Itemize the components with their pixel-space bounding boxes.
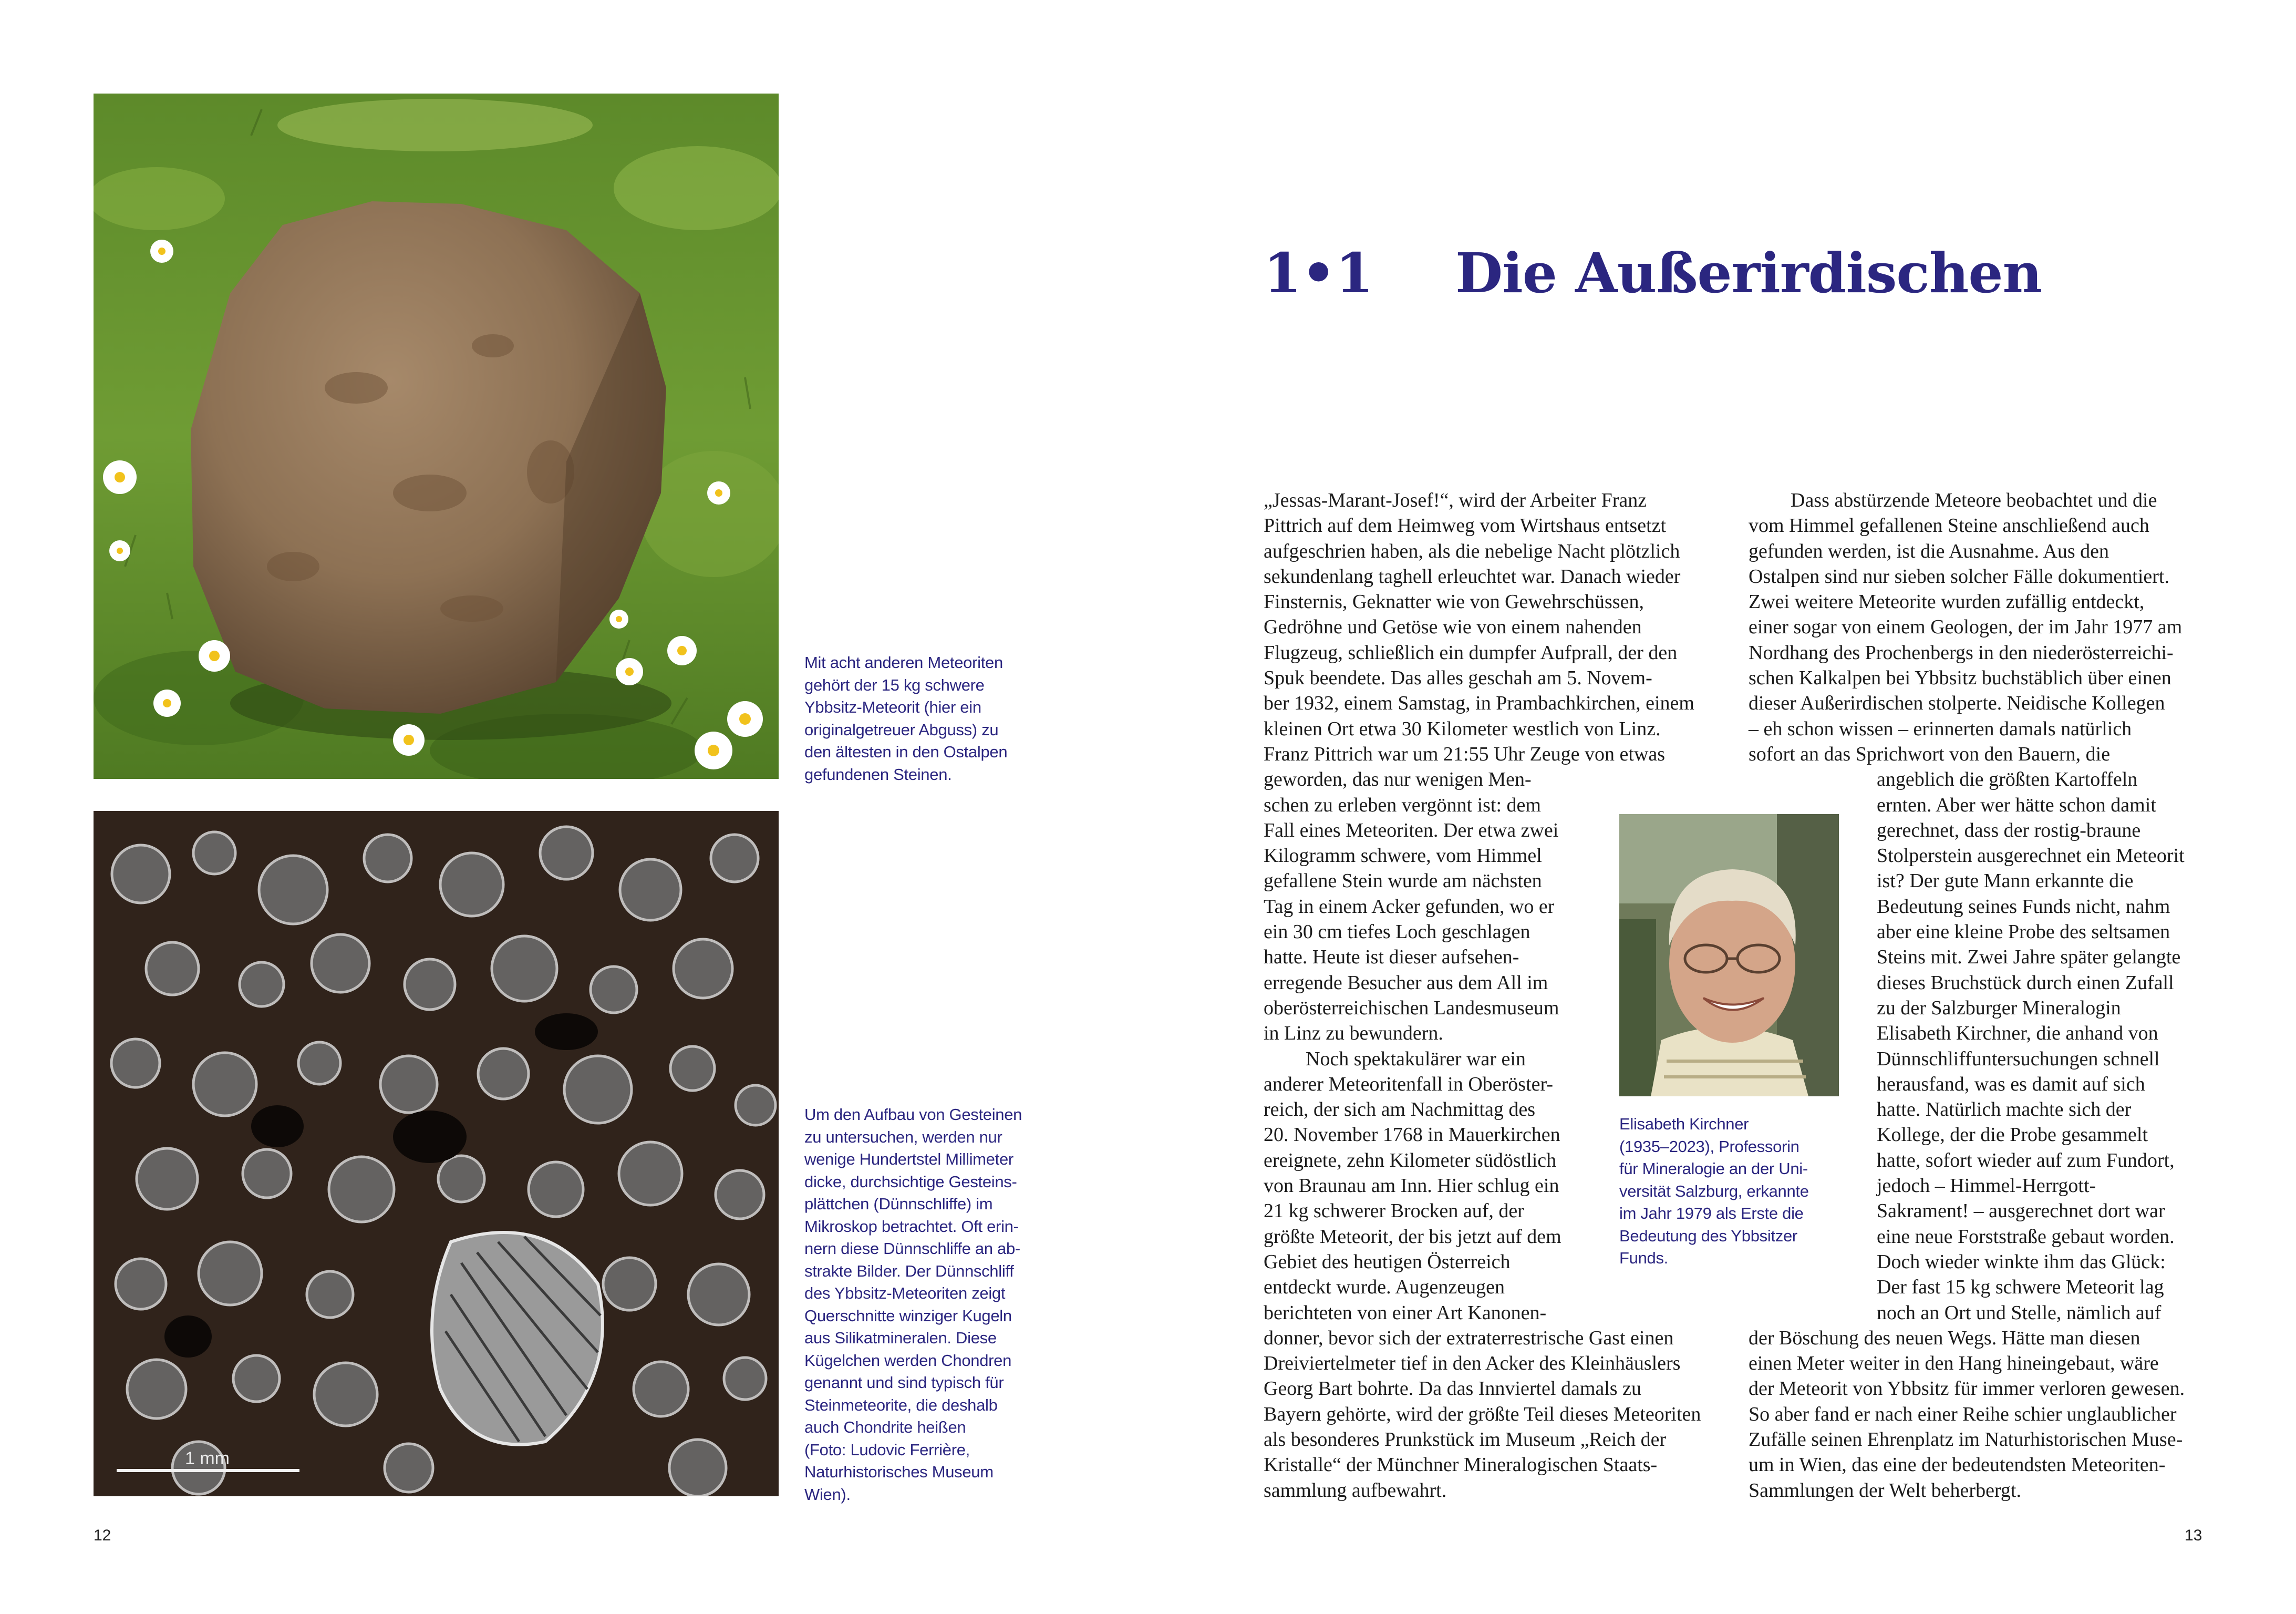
caption-line: genannt und sind typisch für [804,1373,1004,1392]
text-line: schen Kalkalpen bei Ybbsitz buchstäblich über einen [1749,667,2171,690]
text-line: berichteten von einer Art Kanonen- [1264,1301,1547,1324]
text-line: Georg Bart bohrte. Da das Innviertel damals zu [1264,1377,1641,1400]
text-line: eine neue Forststraße gebaut worden. [1877,1225,2175,1248]
text-line: hatte. Heute ist dieser aufsehen- [1264,946,1519,969]
text-line: zu der Salzburger Mineralogin [1877,996,2121,1019]
meteorite-caption [804,652,1025,786]
text-line: ber 1932, einem Samstag, in Prambachkirchen, einem [1264,692,1694,715]
caption-line: Naturhistorisches Museum [804,1463,994,1481]
text-line: Der fast 15 kg schwere Meteorit lag [1877,1276,2164,1299]
caption-line: Mikroskop betrachtet. Oft erin- [804,1217,1019,1236]
text-line: vom Himmel gefallenen Steine anschließend auch [1749,515,2149,537]
text-line: hatte. Natürlich machte sich der [1877,1098,2132,1121]
text-line: Gedröhne und Getöse wie von einem nahenden [1264,616,1642,639]
text-line: Franz Pittrich war um 21:55 Uhr Zeuge von etwas [1264,743,1666,765]
text-line: 20. November 1768 in Mauerkirchen [1264,1124,1560,1146]
text-line: 21 kg schwerer Brocken auf, der [1264,1200,1524,1222]
text-line: Dreiviertelmeter tief in den Acker des Kleinhäuslers [1264,1352,1681,1375]
caption-line: Kügelchen werden Chondren [804,1351,1012,1370]
text-line: Zufälle seinen Ehrenplatz im Naturhistorischen Muse- [1749,1428,2183,1451]
text-line: jedoch – Himmel-Herrgott- [1877,1175,2096,1197]
caption-line: wenige Hundertstel Millimeter [804,1150,1013,1168]
text-line: entdeckt wurde. Augenzeugen [1264,1276,1505,1299]
page-number-right: 13 [2185,1527,2202,1544]
text-line: Ostalpen sind nur sieben solcher Fälle dokumentiert. [1749,565,2169,588]
text-line: gerechnet, dass der rostig-braune [1877,819,2141,841]
text-line: sekundenlang taghell erleuchtet war. Danach wieder [1264,565,1681,588]
text-line: ist? Der gute Mann erkannte die [1877,870,2134,892]
text-line: einen Meter weiter in den Hang hineingebaut, wäre [1749,1352,2159,1375]
caption-line: Bedeutung des Ybbsitzer [1619,1226,1797,1245]
caption-line: Um den Aufbau von Gesteinen [804,1105,1022,1124]
text-line: gefunden werden, ist die Ausnahme. Aus den [1749,540,2109,562]
text-line: Tag in einem Acker gefunden, wo er [1264,895,1555,918]
text-line: als besonderes Prunkstück im Museum „Reich der [1264,1428,1667,1451]
caption-line: (1935–2023), Professorin [1619,1137,1799,1156]
caption-line: des Ybbsitz-Meteoriten zeigt [804,1284,1006,1302]
text-line: Kilogramm schwere, vom Himmel [1264,845,1542,867]
meteorite-photo [94,94,779,779]
caption-line: dicke, durchsichtige Gesteins- [804,1172,1017,1191]
caption-line: Steinmeteorite, die deshalb [804,1395,998,1414]
thin-section-caption [804,1104,1046,1506]
text-line: Kollege, der die Probe gesammelt [1877,1124,2148,1146]
text-line: sammlung aufbewahrt. [1264,1479,1447,1502]
caption-line: originalgetreuer Abguss) zu [804,720,999,739]
page-number-left: 12 [94,1527,111,1544]
caption-line: Ybbsitz-Meteorit (hier ein [804,698,981,716]
text-line: ereignete, zehn Kilometer südöstlich [1264,1149,1557,1171]
caption-line: versität Salzburg, erkannte [1619,1181,1809,1200]
text-line: reich, der sich am Nachmittag des [1264,1098,1536,1121]
text-line: von Braunau am Inn. Hier schlug ein [1264,1175,1559,1197]
caption-line: Wien). [804,1485,851,1504]
caption-line: Mit acht anderen Meteoriten [804,653,1003,672]
caption-line: Elisabeth Kirchner [1619,1115,1749,1133]
text-line: oberösterreichischen Landesmuseum [1264,996,1559,1019]
text-line: Steins mit. Zwei Jahre später gelangte [1877,946,2181,969]
caption-line: gehört der 15 kg schwere [804,675,985,694]
text-line: Doch wieder winkte ihm das Glück: [1877,1250,2166,1273]
text-line: So aber fand er nach einer Reihe schier unglaublicher [1749,1403,2177,1425]
text-line: einer sogar von einem Geologen, der im Jahr 1977 am [1749,616,2183,639]
caption-line: strakte Bilder. Der Dünnschliff [804,1261,1014,1280]
text-line: Bedeutung seines Funds nicht, nahm [1877,895,2170,918]
text-line: noch an Ort und Stelle, nämlich auf [1877,1301,2161,1324]
caption-line: den ältesten in den Ostalpen [804,743,1008,761]
thin-section-photo [94,811,779,1496]
text-line: Stolperstein ausgerechnet ein Meteorit [1877,845,2185,867]
caption-line: im Jahr 1979 als Erste die [1619,1204,1804,1222]
text-line: Fall eines Meteoriten. Der etwa zwei [1264,819,1559,841]
caption-line: gefundenen Steinen. [804,765,952,784]
scale-label: 1 mm [185,1448,230,1468]
text-line: in Linz zu bewundern. [1264,1022,1443,1045]
text-line: hatte, sofort wieder auf zum Fundort, [1877,1149,2175,1171]
text-line: Gebiet des heutigen Österreich [1264,1250,1511,1273]
text-line: Zwei weitere Meteorite wurden zufällig entdeckt, [1749,591,2145,613]
text-line: donner, bevor sich der extraterrestrische Gast einen [1264,1327,1674,1349]
caption-line: für Mineralogie an der Uni- [1619,1159,1808,1178]
text-line: Noch spektakulärer war ein [1306,1047,1526,1070]
text-line: „Jessas-Marant-Josef!“, wird der Arbeiter Franz [1264,489,1647,511]
caption-line: auch Chondrite heißen [804,1418,966,1436]
caption-line: zu untersuchen, werden nur [804,1127,1002,1146]
text-line: Finsternis, Geknatter wie von Gewehrschüssen, [1264,591,1644,613]
text-line: dieser Außerirdischen stolperte. Neidische Kollegen [1749,692,2165,715]
text-line: ein 30 cm tiefes Loch geschlagen [1264,921,1530,943]
text-line: Elisabeth Kirchner, die anhand von [1877,1022,2158,1045]
text-line: ernten. Aber wer hätte schon damit [1877,794,2156,816]
text-line: kleinen Ort etwa 30 Kilometer westlich von Linz. [1264,717,1661,740]
chapter-title: Die Außerirdischen [1455,241,2042,305]
text-line: Sakrament! – ausgerechnet dort war [1877,1200,2165,1222]
text-line: Dass abstürzende Meteore beobachtet und die [1791,489,2157,511]
text-line: gefallene Stein wurde am nächsten [1264,870,1542,892]
text-line: größte Meteorit, der bis jetzt auf dem [1264,1225,1561,1248]
text-line: herausfand, was es damit auf sich [1877,1073,2145,1095]
text-line: erregende Besucher aus dem All im [1264,971,1548,994]
text-line: Sammlungen der Welt beherbergt. [1749,1479,2021,1502]
chapter-number: 1•1 [1264,241,1373,305]
text-line: Spuk beendete. Das alles geschah am 5. Novem- [1264,667,1652,690]
caption-line: aus Silikatmineralen. Diese [804,1329,997,1347]
caption-line: Querschnitte winziger Kugeln [804,1306,1012,1325]
text-line: Dünnschliffuntersuchungen schnell [1877,1047,2160,1070]
text-line: Flugzeug, schließlich ein dumpfer Aufprall, der den [1264,641,1678,664]
text-line: Nordhang des Prochenbergs in den niederösterreichi- [1749,641,2174,664]
text-line: sofort an das Sprichwort von den Bauern, die [1749,743,2111,765]
text-line: aber eine kleine Probe des seltsamen [1877,921,2170,943]
scale-bar [117,1469,299,1472]
text-line: der Böschung des neuen Wegs. Hätte man diesen [1749,1327,2140,1349]
text-line: aufgeschrien haben, als die nebelige Nacht plötzlich [1264,540,1680,562]
text-line: – eh schon wissen – erinnerten damals natürlich [1749,717,2132,740]
caption-line: (Foto: Ludovic Ferrière, [804,1440,970,1459]
text-line: der Meteorit von Ybbsitz für immer verloren gewesen. [1749,1377,2185,1400]
caption-line: nern diese Dünnschliffe an ab- [804,1239,1020,1258]
text-line: Pittrich auf dem Heimweg vom Wirtshaus entsetzt [1264,515,1667,537]
caption-line: plättchen (Dünnschliffe) im [804,1195,993,1213]
text-line: schen zu erleben vergönnt ist: dem [1264,794,1541,816]
text-line: um in Wien, das eine der bedeutendsten Meteoriten- [1749,1454,2166,1476]
text-line: anderer Meteoritenfall in Oberöster- [1264,1073,1554,1095]
caption-line: Funds. [1619,1249,1668,1267]
text-line: Bayern gehörte, wird der größte Teil dieses Meteoriten [1264,1403,1701,1425]
body-column-2 [1749,488,2211,1503]
text-line: dieses Bruchstück durch einen Zufall [1877,971,2174,994]
text-line: Kristalle“ der Münchner Mineralogischen Staats- [1264,1454,1658,1476]
text-line: geworden, das nur wenigen Men- [1264,768,1532,791]
text-line: angeblich die größten Kartoffeln [1877,768,2138,791]
